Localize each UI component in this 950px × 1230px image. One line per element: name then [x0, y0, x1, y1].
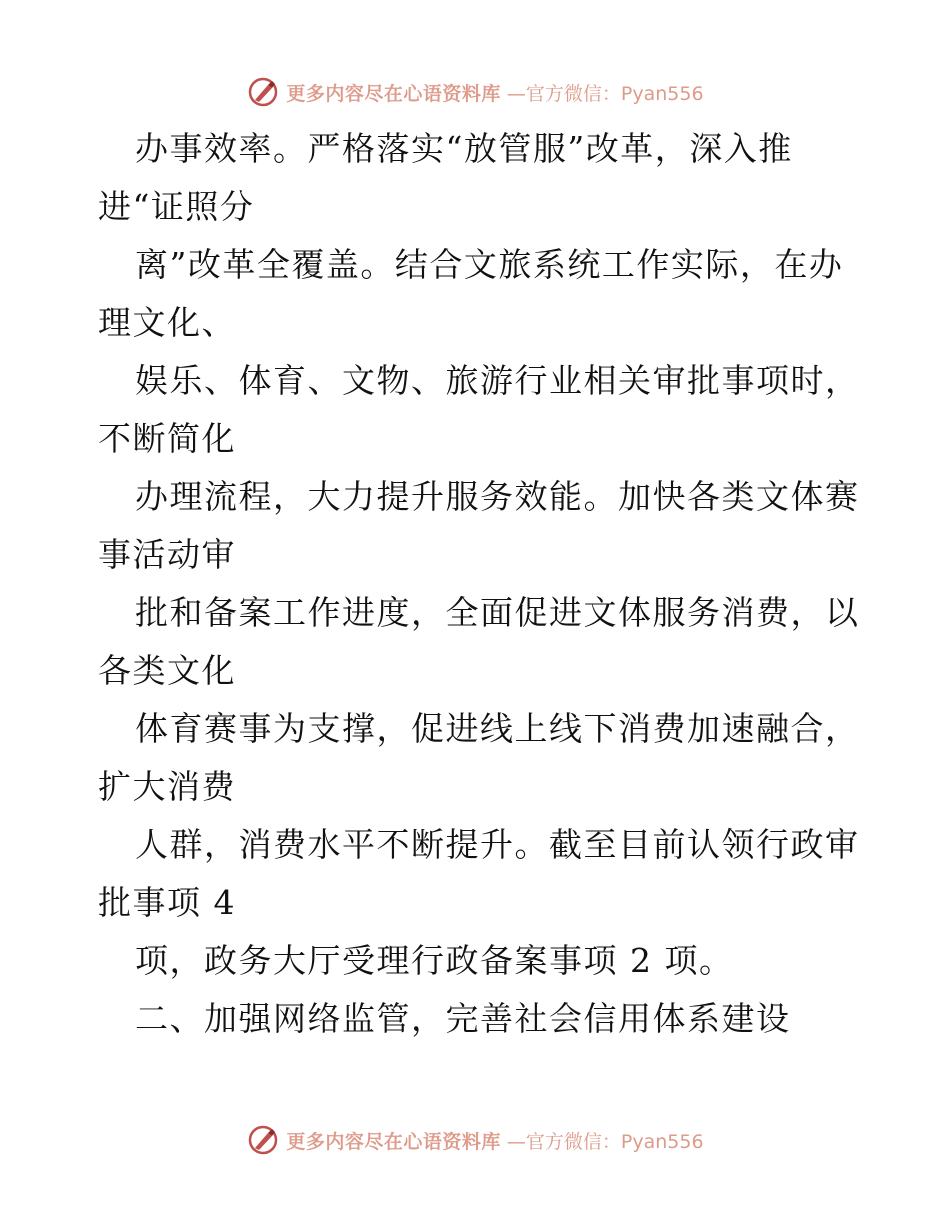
watermark-wechat: —官方微信：Pyan556 — [506, 1130, 704, 1153]
pen-circle-icon — [246, 1123, 280, 1157]
body-line: 批事项 4 — [98, 883, 236, 922]
body-line: 办事效率。严格落实“放管服”改革，深入推 — [135, 129, 793, 168]
body-line: 人群，消费水平不断提升。截至目前认领行政审 — [135, 825, 860, 864]
watermark-text: 更多内容尽在心语资料库 — [286, 1130, 501, 1153]
header-watermark — [0, 72, 950, 112]
body-line: 项，政务大厅受理行政备案事项 2 项。 — [135, 941, 734, 980]
body-line: 进“证照分 — [98, 187, 255, 226]
body-line: 离”改革全覆盖。结合文旅系统工作实际，在办 — [135, 245, 844, 284]
body-line: 体育赛事为支撑，促进线上线下消费加速融合， — [135, 709, 860, 748]
watermark-text: 更多内容尽在心语资料库 — [286, 82, 501, 105]
body-line: 各类文化 — [98, 651, 236, 690]
document-body — [98, 120, 878, 1048]
body-line: 扩大消费 — [98, 767, 236, 806]
body-line: 理文化、 — [98, 303, 236, 342]
body-line: 事活动审 — [98, 535, 236, 574]
footer-watermark — [0, 1120, 950, 1160]
body-line: 办理流程，大力提升服务效能。加快各类文体赛 — [135, 477, 860, 516]
watermark-wechat: —官方微信：Pyan556 — [506, 82, 704, 105]
pen-circle-icon — [246, 75, 280, 109]
body-line: 不断简化 — [98, 419, 236, 458]
body-line: 批和备案工作进度，全面促进文体服务消费，以 — [135, 593, 860, 632]
body-line: 娱乐、体育、文物、旅游行业相关审批事项时， — [135, 361, 860, 400]
section-heading: 二、加强网络监管，完善社会信用体系建设 — [135, 999, 791, 1038]
